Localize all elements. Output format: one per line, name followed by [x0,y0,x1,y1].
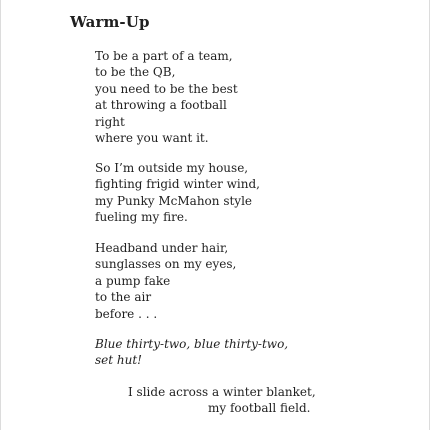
poem-line: to the air [95,290,152,305]
poem-line: fueling my fire. [95,210,188,225]
poem-line: my football field. [208,401,311,416]
poem-line: fighting frigid winter wind, [95,177,260,192]
stanza-4-play-call [95,336,288,369]
poem-line: sunglasses on my eyes, [95,257,237,272]
poem-line: where you want it. [95,131,209,146]
poem-line: a pump fake [95,273,171,288]
stanza-2 [95,160,260,226]
poem-line: before . . . [95,306,158,321]
poem-line: Blue thirty-two, blue thirty-two, [95,337,289,351]
poem-line: at throwing a football [95,98,227,113]
stanza-3 [95,240,236,322]
poem-line: my Punky McMahon style [95,193,253,208]
page-left-edge [0,0,1,430]
poem-line: Headband under hair, [95,241,229,255]
poem-line: to be the QB, [95,65,176,80]
poem-line: you need to be the best [95,81,238,96]
poem-line: So I’m outside my house, [95,161,249,175]
poem-line: To be a part of a team, [95,49,233,63]
poem-line: set hut! [95,353,142,368]
stanza-5 [128,384,316,417]
stanza-1 [95,48,238,146]
poem-title: Warm-Up [70,13,150,31]
poem-line: right [95,114,125,129]
poem-line: I slide across a winter blanket, [128,385,316,399]
